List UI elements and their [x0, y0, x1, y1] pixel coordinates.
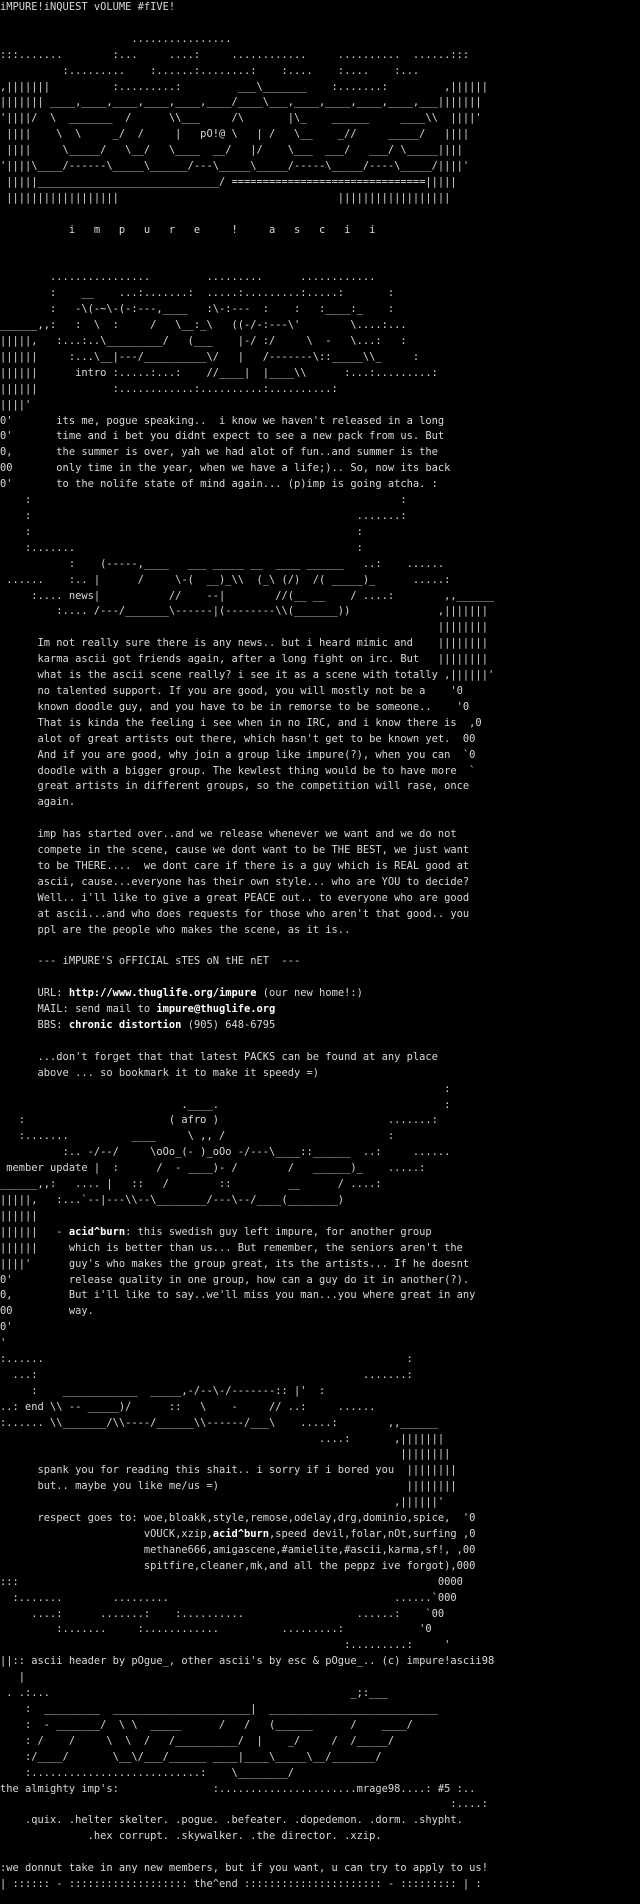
doc-line: again. — [0, 796, 76, 809]
doc-line: ....: ,||||||| — [0, 1432, 445, 1445]
doc-line: :....: — [0, 1798, 488, 1811]
doc-line: |||||| which is better than us... But remember, the seniors aren't the — [0, 1241, 463, 1254]
highlight-url: http://www.thuglife.org/impure — [68, 987, 257, 1000]
doc-line: spitfire,cleaner,mk,and all the peppz ive forgot),000 — [0, 1559, 476, 1572]
doc-line: |||||| :...\__|---/__________\/ | /-------\::_____\\_ : — [0, 350, 420, 363]
doc-line: Well.. i'll like to give a great PEACE out.. to everyone who are good — [0, 891, 470, 904]
doc-line: 0' time and i bet you didnt expect to see a new pack from us. But — [0, 430, 445, 443]
doc-line: :...........................: \________/ — [0, 1766, 295, 1779]
doc-line: ..: end \\ -- _____)/ :: \ - // ..: ...... — [0, 1400, 376, 1413]
doc-line: |||| \ \ _/ / | pO!@ \ | / \__ _// _____/ |||| — [0, 128, 476, 141]
doc-line: .quix. .helter skelter. .pogue. .befeater. .dopedemon. .dorm. .shypht. — [0, 1814, 463, 1827]
doc-line: spank you for reading this shait.. i sorry if i bored you |||||||| — [0, 1464, 457, 1477]
doc-line: :.... news| // --| //(__ __ / ....: ,,______ — [0, 589, 495, 602]
doc-line: : (-----,____ ___ _____ __ ____ ______ ..: ...... — [0, 557, 445, 570]
doc-line: :...... : — [0, 1353, 413, 1366]
doc-line: URL: http://www.thuglife.org/impure (our new home!:) — [0, 987, 363, 1000]
doc-line: ||||||| ____,____,____,____,____,____/____\___,____,____,____,____,___||||||| — [0, 96, 482, 109]
doc-line: iMPURE!iNQUEST vOLUME #fIVE! — [0, 1, 176, 13]
doc-line: methane666,amigascene,#amielite,#ascii,karma,sf!, ,00 — [0, 1543, 476, 1556]
doc-line: |||||_____________________________/ ===============================||||| — [0, 175, 457, 188]
doc-line: 0, But i'll like to say..we'll miss you man...you where great in any — [0, 1289, 476, 1302]
doc-line: |||||| intro :.....:...: //____| |____\\ :...:.........: — [0, 366, 438, 379]
highlight-bbs: chronic distortion — [68, 1019, 182, 1031]
doc-line: known doodle guy, and you have to be in remorse to be someone.. '0 — [0, 700, 470, 713]
doc-line: '||||/ \ _______ / \\___ /\ |\_ ______ ____\\ ||||' — [0, 112, 482, 125]
doc-line: ascii, cause...everyone has their own style... who are YOU to decide? — [0, 875, 470, 888]
doc-line: ______,,: .... | :: / :: __ / ....: — [0, 1178, 382, 1191]
doc-line: : __ ...:.......: .....:.........:.....: : — [0, 287, 395, 300]
doc-line: ...... :.. | / \-( __)_\\ (_\ (/) /( _____)_ .....: — [0, 573, 451, 586]
doc-line: :....... ____ \ ,, / : — [0, 1130, 395, 1143]
doc-line: |||||||| — [0, 621, 488, 634]
doc-line: : : — [0, 525, 363, 538]
doc-line: ...: .......: — [0, 1368, 413, 1381]
doc-line: great artists in different groups, so the competition will rase, once — [0, 780, 470, 793]
doc-line: :.........: ' — [0, 1639, 451, 1652]
doc-line: vOUCK,xzip,acid^burn,speed devil,folar,nOt,surfing ,0 — [0, 1528, 476, 1540]
doc-line: : / / \ \ / /__________/ | _/ / /_____/ — [0, 1734, 407, 1747]
doc-line: And if you are good, why join a group like impure(?), when you can `0 — [0, 748, 476, 761]
doc-line: 00 only time in the year, when we have a life;).. So, now its back — [0, 462, 451, 475]
doc-line: :....... ......... ......`000 — [0, 1591, 457, 1604]
doc-line: what is the ascii scene really? i see it as a scene with totally ,||||||' — [0, 669, 495, 682]
doc-line: '||||\____/------\_____\______/---\_____\_____/-----\_____/----\_____/||||' — [0, 160, 470, 173]
doc-line: doodle with a bigger group. The kewlest thing would be to have more ` — [0, 764, 476, 777]
doc-line: at ascii...and who does requests for those who aren't that good.. you — [0, 907, 470, 920]
highlight-acid: acid^burn — [212, 1528, 270, 1540]
doc-line: ,||||||' — [0, 1496, 445, 1509]
doc-line: 0' its me, pogue speaking.. i know we haven't released in a long — [0, 414, 445, 427]
doc-line: :...... \\_______/\\----/______\\------/___\ .....: ,,______ — [0, 1416, 438, 1429]
doc-line: --- iMPURE'S oFFICIAL sTES oN tHE nET --- — [0, 955, 301, 968]
doc-line: ppl are the people who makes the scene, as it is.. — [0, 923, 351, 936]
doc-line: 0' release quality in one group, how can a guy do it in another(?). — [0, 1273, 470, 1286]
doc-line: to be THERE.... we dont care if there is a guy which is REAL good at — [0, 859, 470, 872]
doc-line: ' — [0, 1337, 7, 1350]
doc-line: . .:... _;:___ — [0, 1687, 388, 1700]
doc-line: |||||||| — [0, 1448, 451, 1461]
doc-line: ||||' — [0, 398, 32, 411]
doc-line: :::....... :... ....: ............ .......... ......::: — [0, 48, 470, 61]
doc-line: | :::::: - ::::::::::::::::::: the^end :::::::::::::::::::::: - ::::::::: | : — [0, 1877, 482, 1890]
doc-line: :.... /---/_______\------|(--------\\(_______)) ,||||||| — [0, 605, 488, 618]
doc-line: |||||, :...`--|---\\--\________/---\--/____(________) — [0, 1193, 345, 1206]
doc-line: ...don't forget that that latest PACKS can be found at any place — [0, 1050, 438, 1063]
doc-line: :....... :............ .........: '0 — [0, 1623, 432, 1636]
doc-line: ______,,: : \ : / \__:_\ ((-/-:---\' \....:... — [0, 319, 407, 332]
doc-line: 0' to the nolife state of mind again... (p)imp is going atcha. : — [0, 478, 438, 491]
doc-line: :......... :......:........: :.... :.... :... — [0, 64, 420, 77]
doc-line: : - _______/ \ \ _____ / / (______ / ____/ — [0, 1718, 420, 1731]
doc-line: ||:: ascii header by pOgue_, other ascii's by esc & pOgue_.. (c) impure!ascii98 — [0, 1655, 495, 1668]
doc-line: MAIL: send mail to impure@thuglife.org — [0, 1003, 276, 1016]
doc-line: :.. -/--/ \oOo_(- )_oOo -/---\____::______ ..: ...... — [0, 1146, 451, 1159]
doc-line: |||||, :...:..\_________/ (___ |-/ :/ \ - \...: : — [0, 335, 407, 348]
doc-line: above ... so bookmark it to make it speedy =) — [0, 1066, 320, 1079]
doc-line: : .......: — [0, 510, 407, 522]
doc-line: no talented support. If you are good, you will mostly not be a '0 — [0, 684, 463, 697]
doc-line: : ____________ _____,-/--\-/-------:: |' : — [0, 1384, 326, 1397]
doc-line: ....: .......: :.......... ......: `00 — [0, 1607, 445, 1620]
doc-line: ::: 0000 — [0, 1575, 463, 1588]
doc-line: imp has started over..and we release whenever we want and we do not — [0, 828, 457, 841]
doc-line: 0' — [0, 1321, 13, 1334]
doc-line: |||||||||||||||||| |||||||||||||||||| — [0, 191, 451, 204]
doc-line: compete in the scene, cause we dont want to be THE BEST, we just want — [0, 844, 470, 857]
doc-line: BBS: chronic distortion (905) 648-6795 — [0, 1019, 276, 1031]
doc-line: karma ascii got friends again, after a long fight on irc. But |||||||| — [0, 653, 488, 666]
doc-line: |||| \_____/ \__/ \____ __/ |/ \___ ___/ ___/ \_____|||| — [0, 144, 476, 157]
doc-line: i m p u r e ! a s c i i — [0, 223, 376, 236]
doc-line: 0, the summer is over, yah we had alot of fun..and summer is the — [0, 446, 438, 459]
doc-line: Im not really sure there is any news.. but i heard mimic and |||||||| — [0, 637, 488, 650]
doc-line: |||||| — [0, 1209, 38, 1222]
doc-line: alot of great artists out there, which hasn't get to be known yet. 00 — [0, 732, 476, 745]
doc-line: : ( afro ) .......: — [0, 1114, 438, 1127]
doc-line: : : — [0, 494, 407, 507]
highlight-mail: impure@thuglife.org — [156, 1003, 276, 1016]
doc-line: : _________ ______________________| ___________________________ — [0, 1702, 438, 1715]
doc-line: .____. : — [0, 1098, 451, 1111]
doc-line: |||||| - acid^burn: this swedish guy left impure, for another group — [0, 1225, 432, 1238]
doc-line: |||||| :............:..........:..........: — [0, 382, 338, 395]
doc-line: 00 way. — [0, 1305, 94, 1318]
doc-line: ||||' guy's who makes the group great, its the artists... If he doesnt — [0, 1257, 470, 1270]
doc-line: :we donnut take in any new members, but if you want, u can try to apply to us! — [0, 1862, 488, 1875]
doc-line: .hex corrupt. .skywalker. .the director. .xzip. — [0, 1830, 382, 1843]
doc-line: but.. maybe you like me/us =) |||||||| — [0, 1480, 457, 1493]
doc-line: :/____/ \__\/___/______ ____|____\_____\__/_______/ — [0, 1750, 382, 1763]
doc-line: : — [0, 1082, 451, 1095]
doc-line: member update | : / - ____)- / / ______)_ .....: — [0, 1162, 426, 1175]
doc-line: ................ — [0, 32, 232, 45]
doc-line: That is kinda the feeling i see when in no IRC, and i know there is ,0 — [0, 716, 482, 729]
highlight-acid: acid^burn — [68, 1225, 126, 1238]
doc-line: : -\(-~\-(-:---,____ :\-:--- : : :____:_ : — [0, 303, 395, 316]
doc-line: ,||||||| :.........: ___\_______ :.......: ,|||||| — [0, 80, 488, 93]
doc-line: | — [0, 1671, 26, 1684]
doc-line: the almighty imp's: :......................mrage98....: #5 :.. — [0, 1782, 476, 1795]
doc-line: respect goes to: woe,bloakk,style,remose,odelay,drg,dominio,spice, '0 — [0, 1512, 476, 1525]
doc-line: :....... : — [0, 541, 363, 554]
doc-line: ................ ......... ............ — [0, 271, 376, 284]
